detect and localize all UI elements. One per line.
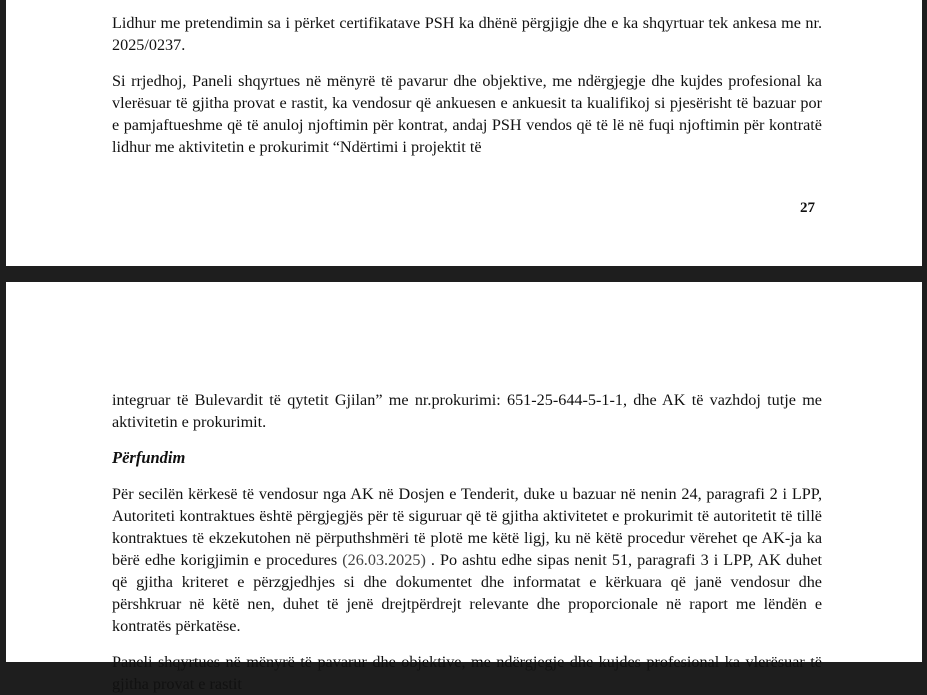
paragraph-conclusion-main: Për secilën kërkesë të vendosur nga AK në Dosjen e Tenderit, duke u bazuar në nenin 24, paragrafi 2 i LPP, Autoriteti kontraktues është përgjegjës për të siguruar që të gjitha aktivitetet e prokurimit të autoritetit të tillë kontraktues të ekzekutohen në përputhshmëri të plotë me këtë ligj, ku në këtë procedur vërehet qe AK-ja ka bërë edhe korigjimin e procedures: [112, 485, 822, 569]
correction-date: (26.03.2025): [342, 551, 426, 569]
paragraph-conclusion: [112, 483, 822, 637]
page-text-column: [112, 12, 822, 172]
paragraph-panel-decision: Si rrjedhoj, Paneli shqyrtues në mënyrë të pavarur dhe objektive, me ndërgjegje dhe kujdes profesional ka vlerësuar të gjitha provat e rastit, ka vendosur që ankuesen e ankuesit ta kualifikoj si pjesërisht të bazuar por e pamjaftueshme që të anuloj njoftimin për kontrat, andaj PSH vendos që të lë në fuqi njoftimin për kontratë lidhur me aktivitetin e prokurimit “Ndërtimi i projektit të: [112, 72, 822, 156]
page-number: 27: [800, 200, 815, 216]
paragraph-continuation: integruar të Bulevardit të qytetit Gjilan” me nr.prokurimi: 651-25-644-5-1-1, dhe AK të vazhdoj tutje me aktivitetin e prokurimit.: [112, 391, 822, 431]
paragraph-psh-certificates: Lidhur me pretendimin sa i përket certifikatave PSH ka dhënë përgjigje dhe e ka shqyrtuar tek ankesa me nr. 2025/0237.: [112, 14, 822, 54]
document-page-28: [6, 282, 922, 693]
document-page-27: [6, 0, 922, 266]
paragraph-conclusion-tail: . Po ashtu edhe sipas nenit 51, paragrafi 3 i LPP, AK duhet që gjitha kriteret e përzgjedhjes si dhe dokumentet dhe informatat e kërkuara që janë vendosur dhe përshkruar në këtë nen, duhet të jenë drejtpërdrejt relevante dhe proporcionale në raport me lëndën e kontratës përkatëse.: [112, 551, 823, 635]
paragraph-panel-review: Paneli shqyrtues në mënyrë të pavarur dhe objektive, me ndërgjegje dhe kujdes profesional ka vlerësuar të gjitha provat e rastit: [112, 653, 822, 693]
section-heading-conclusion: Përfundim: [112, 448, 186, 467]
page-text-column: [112, 389, 823, 693]
